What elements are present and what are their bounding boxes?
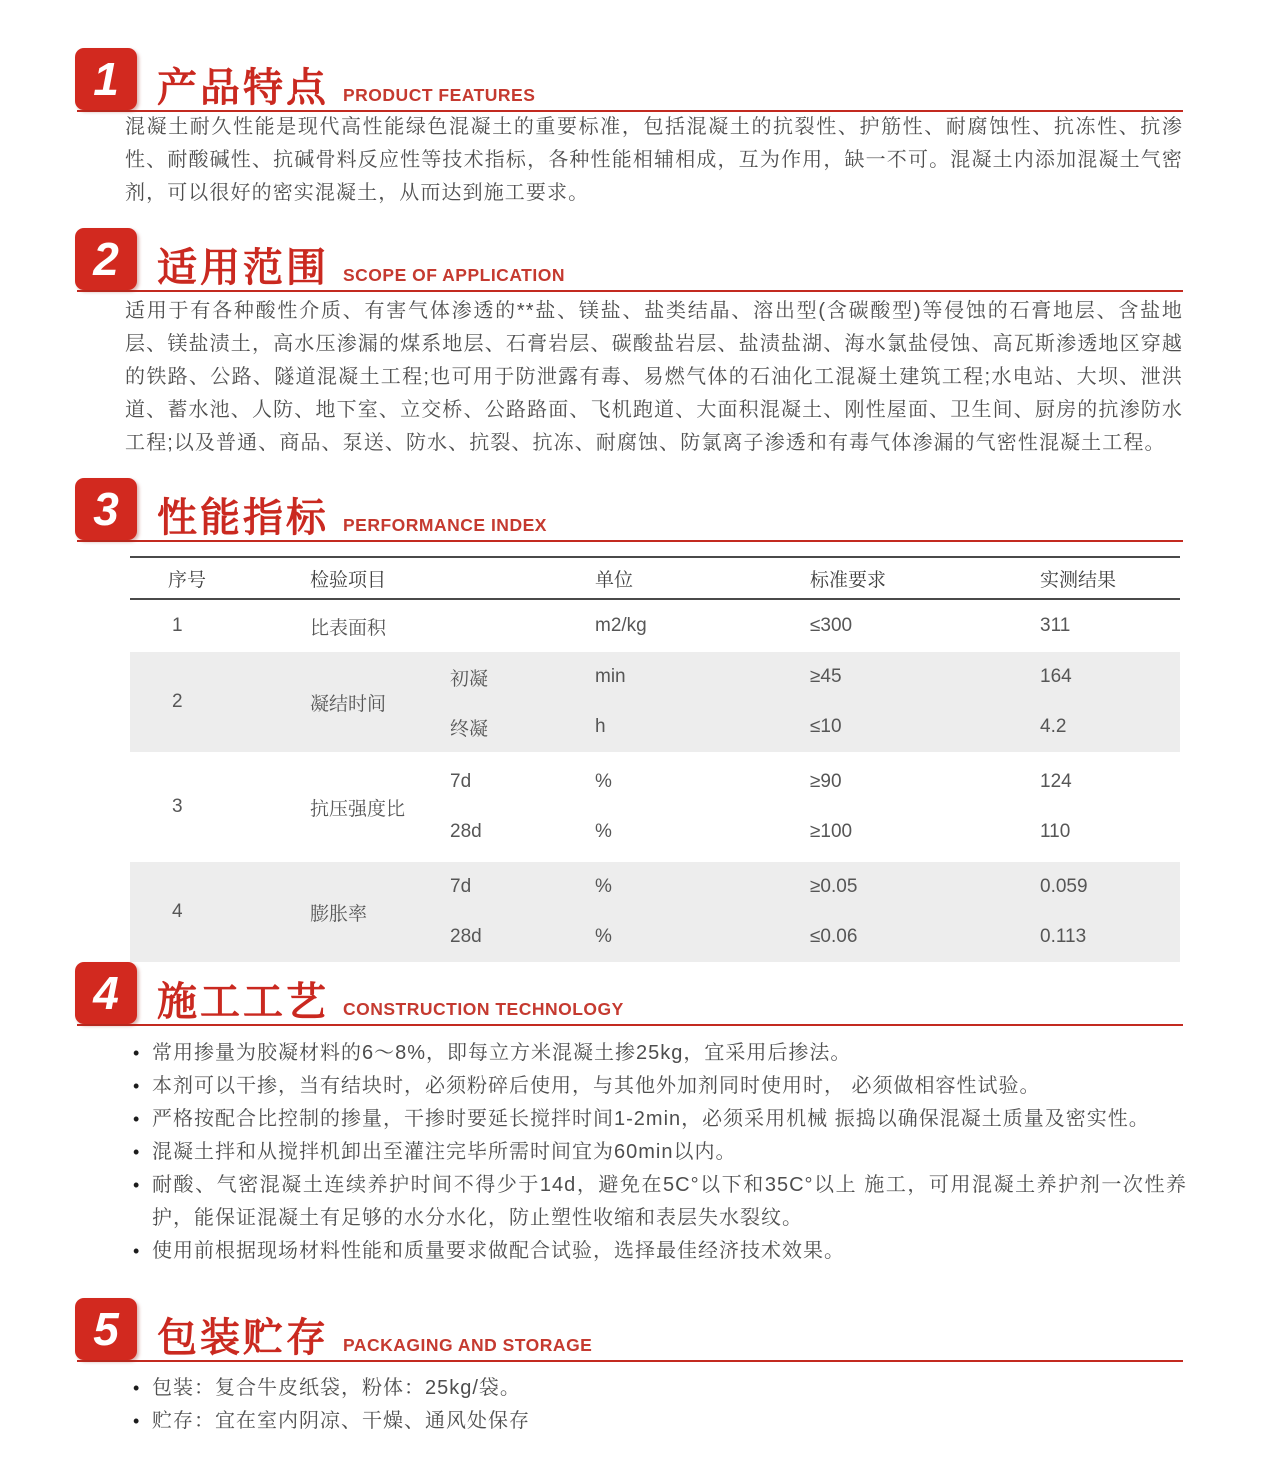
section-subtitle-en: PRODUCT FEATURES xyxy=(343,85,536,105)
row-unit: % xyxy=(595,876,612,897)
list-item: • 贮存：宜在室内阴凉、干燥、通风处保存 xyxy=(131,1405,1187,1438)
section-title: 产品特点 xyxy=(157,66,329,110)
scope-of-application-paragraph: 适用于有各种酸性介质、有害气体渗透的**盐、镁盐、盐类结晶、溶出型(含碳酸型)等侵蚀的石膏地层、含盐地层、镁盐渍土，高水压渗漏的煤系地层、石膏岩层、碳酸盐岩层、盐渍盐湖、海水氯盐侵蚀、高瓦斯渗透地区穿越的铁路、公路、隧道混凝土工程;也可用于防泄露有毒、易燃气体的石油化工混凝土建筑工程;水电站、大坝、泄洪道、蓄水池、人防、地下室、立交桥、公路路面、飞机跑道、大面积混凝土、刚性屋面、卫生间、厨房的抗渗防水工程;以及普通、商品、泵送、防水、抗裂、抗冻、耐腐蚀、防氯离子渗透和有毒气体渗漏的气密性混凝土工程。 xyxy=(125,300,1183,454)
row-sub: 28d xyxy=(450,926,482,947)
table-row xyxy=(130,862,1180,962)
section-1-header xyxy=(75,48,1183,112)
table-row xyxy=(130,652,1180,752)
row-standard: ≤0.06 xyxy=(810,926,858,947)
section-underline xyxy=(77,540,1183,542)
row-result: 311 xyxy=(1040,615,1071,636)
row-unit: m2/kg xyxy=(595,615,647,636)
list-item: • 常用掺量为胶凝材料的6～8%，即每立方米混凝土掺25kg，宜采用后掺法。 xyxy=(131,1037,1187,1070)
section-number-badge: 2 xyxy=(75,228,137,290)
row-unit: h xyxy=(595,716,606,737)
section-2-header xyxy=(75,228,1183,292)
section-title: 施工工艺 xyxy=(157,980,329,1024)
row-standard: ≥100 xyxy=(810,821,853,842)
section-subtitle-en: SCOPE OF APPLICATION xyxy=(343,265,565,285)
list-item: • 严格按配合比控制的掺量，干掺时要延长搅拌时间1-2min，必须采用机械 振捣以确保混凝土质量及密实性。 xyxy=(131,1103,1187,1136)
row-sub: 7d xyxy=(450,771,472,792)
column-header-unit: 单位 xyxy=(595,569,634,591)
column-header-standard: 标准要求 xyxy=(810,569,887,591)
section-underline xyxy=(77,1360,1183,1362)
list-item: • 本剂可以干掺，当有结块时，必须粉碎后使用，与其他外加剂同时使用时， 必须做相容性试验。 xyxy=(131,1070,1187,1103)
row-result: 164 xyxy=(1040,666,1072,687)
row-result: 0.059 xyxy=(1040,876,1088,897)
section-number-badge: 4 xyxy=(75,962,137,1024)
row-no: 3 xyxy=(172,796,183,817)
product-features-paragraph: 混凝土耐久性能是现代高性能绿色混凝土的重要标准，包括混凝土的抗裂性、护筋性、耐腐蚀性、抗冻性、抗渗性、耐酸碱性、抗碱骨料反应性等技术指标，各种性能相辅相成，互为作用，缺一不可。混凝土内添加混凝土气密剂，可以很好的密实混凝土，从而达到施工要求。 xyxy=(125,116,1183,204)
row-unit: % xyxy=(595,821,612,842)
row-unit: % xyxy=(595,771,612,792)
row-item: 膨胀率 xyxy=(310,903,368,925)
row-standard: ≥45 xyxy=(810,666,842,687)
row-unit: min xyxy=(595,666,626,687)
row-standard: ≥90 xyxy=(810,771,842,792)
row-no: 4 xyxy=(172,901,183,922)
section-subtitle-en: PACKAGING AND STORAGE xyxy=(343,1335,593,1355)
row-sub: 28d xyxy=(450,821,482,842)
row-item: 抗压强度比 xyxy=(310,798,406,820)
row-result: 124 xyxy=(1040,771,1072,792)
row-sub: 初凝 xyxy=(450,668,489,690)
section-underline xyxy=(77,1024,1183,1026)
list-item: • 耐酸、气密混凝土连续养护时间不得少于14d，避免在5C°以下和35C°以上 施工，可用混凝土养护剂一次性养护，能保证混凝土有足够的水分水化，防止塑性收缩和表层失水裂纹。 xyxy=(131,1169,1187,1235)
column-header-result: 实测结果 xyxy=(1040,569,1117,591)
row-standard: ≤300 xyxy=(810,615,853,636)
row-result: 110 xyxy=(1040,821,1071,842)
row-no: 2 xyxy=(172,691,183,712)
column-header-item: 检验项目 xyxy=(310,569,387,591)
list-item: • 使用前根据现场材料性能和质量要求做配合试验，选择最佳经济技术效果。 xyxy=(131,1235,1187,1268)
section-subtitle-en: CONSTRUCTION TECHNOLOGY xyxy=(343,999,624,1019)
row-result: 4.2 xyxy=(1040,716,1067,737)
row-standard: ≤10 xyxy=(810,716,842,737)
section-underline xyxy=(77,290,1183,292)
section-number-badge: 1 xyxy=(75,48,137,110)
table-header-row xyxy=(130,556,1180,600)
list-item: • 混凝土拌和从搅拌机卸出至灌注完毕所需时间宜为60min以内。 xyxy=(131,1136,1187,1169)
section-number-badge: 5 xyxy=(75,1298,137,1360)
section-3-header xyxy=(75,478,1183,542)
section-5-header xyxy=(75,1298,1183,1362)
row-item: 比表面积 xyxy=(310,617,387,639)
column-header-no: 序号 xyxy=(168,569,207,591)
table-row xyxy=(130,757,1180,857)
performance-index-table xyxy=(130,556,1180,962)
row-standard: ≥0.05 xyxy=(810,876,858,897)
section-title: 性能指标 xyxy=(157,496,329,540)
section-number-badge: 3 xyxy=(75,478,137,540)
packaging-storage-list xyxy=(131,1372,1187,1438)
row-sub: 7d xyxy=(450,876,472,897)
section-subtitle-en: PERFORMANCE INDEX xyxy=(343,515,547,535)
row-item: 凝结时间 xyxy=(310,693,387,715)
row-result: 0.113 xyxy=(1040,926,1087,947)
row-no: 1 xyxy=(172,615,183,636)
section-4-header xyxy=(75,962,1183,1026)
construction-technology-list xyxy=(131,1037,1187,1268)
row-sub: 终凝 xyxy=(450,718,489,740)
row-unit: % xyxy=(595,926,612,947)
table-row xyxy=(130,605,1180,647)
section-title: 包装贮存 xyxy=(157,1316,329,1360)
list-item: • 包装：复合牛皮纸袋，粉体：25kg/袋。 xyxy=(131,1372,1187,1405)
section-title: 适用范围 xyxy=(157,246,329,290)
